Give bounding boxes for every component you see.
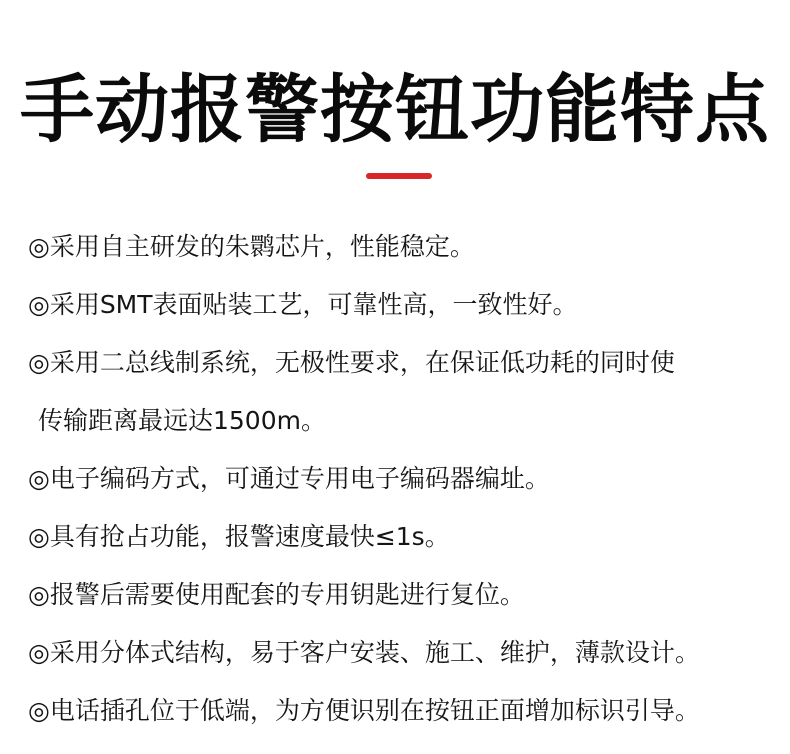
page-title: 手动报警按钮功能特点 xyxy=(20,67,770,153)
feature-item: ◎电话插孔位于低端，为方便识别在按钮正面增加标识引导。 xyxy=(28,696,700,725)
feature-item: ◎采用分体式结构，易于客户安装、施工、维护，薄款设计。 xyxy=(28,638,700,667)
feature-item-continuation: 传输距离最远达1500m。 xyxy=(38,406,326,435)
feature-item: ◎具有抢占功能，报警速度最快≤1s。 xyxy=(28,522,450,551)
feature-item: ◎电子编码方式，可通过专用电子编码器编址。 xyxy=(28,464,550,493)
feature-item: ◎采用二总线制系统，无极性要求，在保证低功耗的同时使 xyxy=(28,348,675,377)
title-accent-bar xyxy=(366,173,432,179)
feature-list xyxy=(28,218,783,740)
feature-item: ◎报警后需要使用配套的专用钥匙进行复位。 xyxy=(28,580,525,609)
feature-item: ◎采用自主研发的朱鹮芯片，性能稳定。 xyxy=(28,232,475,261)
feature-item: ◎采用SMT表面贴装工艺，可靠性高，一致性好。 xyxy=(28,290,578,319)
